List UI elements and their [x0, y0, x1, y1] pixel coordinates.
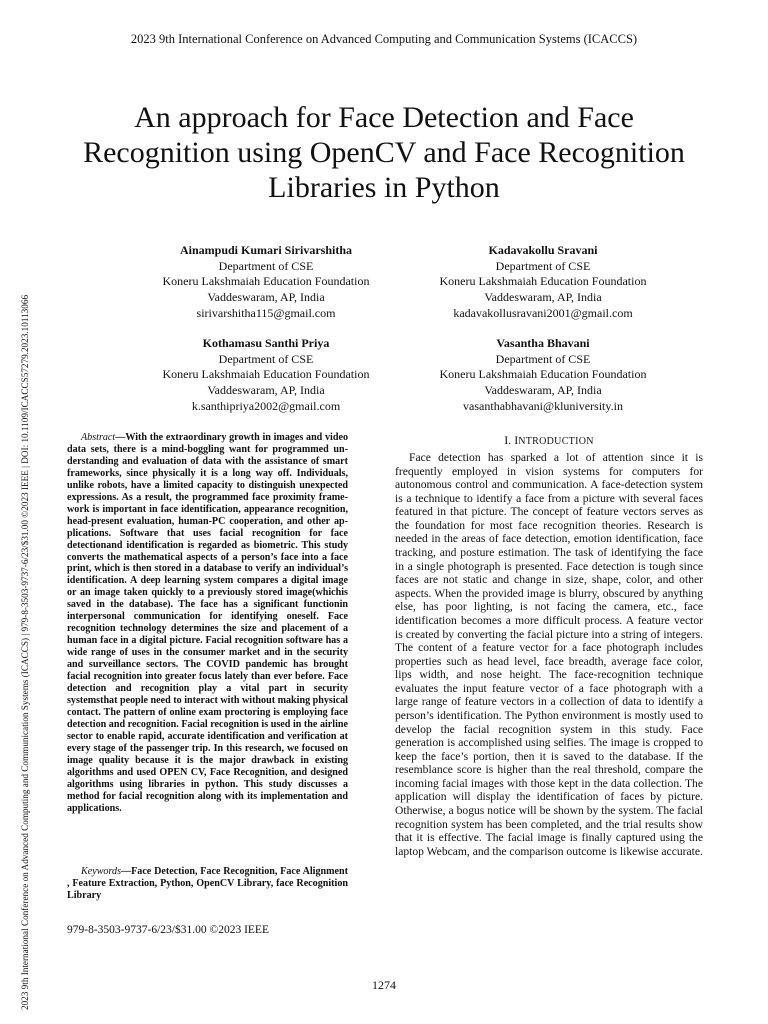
author-place: Vaddeswaram, AP, India	[207, 290, 325, 305]
introduction-text: Face detection has sparked a lot of attention since it is frequently employed in vision systems for computers for autonomous control and communication. A face-detection system is a technique to identify a face from a picture with several faces featured in that picture. The concept of feature vectors serves as the foundation for most face recognition theories. Research is needed in the areas of face detection, emotion identification, face tracking, and posture estimation. The task of identifying the face in a single photograph is presented. Face detection is tough since faces are not static and change in size, shape, color, and other aspects. When the provided image is blurry, obscured by anything else, has poor lighting, is not facing the camera, etc., face identification becomes a more difficult process. A feature vector is created by converting the facial picture into a string of integers. The content of a feature vector for a face photograph includes properties such as head level, face breadth, average face color, lips width, and nose height. The face-recognition technique evaluates the input feature vector of a face photograph with a large range of feature vectors in a collection of data to identify a person’s identification. The Python environment is mostly used to develop the facial recognition system in this study. Face generation is accomplished using selfies. The image is cropped to keep the face’s portion, then it is saved to the database. If the resemblance score is higher than the real threshold, compare the incoming facial images with those kept in the data collection. The application will display the identification of faces by picture. Otherwise, a bogus notice will be shown by the system. The facial recognition system has been completed, and the trial results show that it is effective. The facial image is finally captured using the laptop Webcam, and the comparison outcome is likewise accurate.	[395, 451, 703, 858]
author-org: Koneru Lakshmaiah Education Foundation	[162, 367, 370, 382]
abstract-label: Abstract	[81, 432, 116, 443]
author-email: k.santhipriya2002@gmail.com	[191, 398, 341, 413]
author-dept: Department of CSE	[495, 351, 591, 366]
section-numeral: I.	[504, 433, 515, 447]
abstract-text: With the extraordinary growth in images and video data sets, there is a mind-boggling want for programmed un- derstanding and evaluation of data with the assistance of smart frameworks, since physically it is a long way off. Individuals, unlike robots, have a limited capacity to distinguish unexpected expressions. As a result, the programmed face proximity frame- work is important in face identification, appearance recognition, head-present evaluation, human-PC cooperation, and other ap- plications. Software that uses facial recognition for face detectionand identification is regarded as biometric. This study converts the mathematical aspects of a person’s face into a face print, which is then stored in a database to verify an individual’s identification. A deep learning system compares a digital image or an image taken quickly to a previously stored image(whichis saved in the database). The face has a significant functionin interpersonal communication for identifying oneself. Face recognition technology determines the size and placement of a human face in a digital picture. Facial recognition software has a wide range of uses in the consumer market and in the security and surveillance sectors. The COVID pandemic has brought facial recognition into greater focus lately than ever before. Face detection and recognition play a vital part in security systemsthat people need to interact with without making physical contact. The pattern of online exam proctoring is employing face detection and recognition. Facial recognition is used in the airline sector to enable rapid, accurate identification and verification at every stage of the passenger trip. In this research, we focused on image quality because it is the major drawback in existing algorithms and used OPEN CV, Face Recognition, and designed algorithms using libraries in python. This study discusses a method for facial recognition along with its implementation and applications.	[67, 432, 348, 814]
author-org: Koneru Lakshmaiah Education Foundation	[439, 367, 647, 382]
author-name: Ainampudi Kumari Sirivarshitha	[179, 243, 353, 257]
author-block	[126, 243, 406, 322]
title-line: Recognition using OpenCV and Face Recognition	[83, 136, 685, 169]
title-line: An approach for Face Detection and Face	[134, 101, 634, 134]
page-number: 1274	[372, 978, 396, 992]
author-dept: Department of CSE	[218, 351, 314, 366]
keywords-dash: —	[121, 866, 132, 877]
abstract-dash: —	[115, 432, 126, 443]
section-heading-rest: NTRODUCTION	[518, 436, 594, 447]
copyright-line: 979-8-3503-9737-6/23/$31.00 ©2023 IEEE	[67, 924, 269, 936]
author-name: Vasantha Bhavani	[496, 336, 590, 350]
author-block	[403, 243, 683, 322]
keywords	[67, 866, 348, 902]
author-name: Kothamasu Santhi Priya	[202, 336, 330, 350]
author-email: kadavakollusravani2001@gmail.com	[453, 305, 633, 320]
title-line: Libraries in Python	[268, 171, 500, 204]
abstract	[67, 432, 348, 815]
side-doi-note: 2023 9th International Conference on Advanced Computing and Communication Systems (ICACCS) | 979-8-3503-9737-6/23/$31.00 ©2023 IEEE | DOI: 10.1109/ICACCS57279.2023.10113066	[20, 294, 30, 1010]
keywords-text: Face Detection, Face Recognition, Face Alignment , Feature Extraction, Python, OpenCV Library, face Recognition Library	[67, 866, 348, 901]
author-org: Koneru Lakshmaiah Education Foundation	[162, 274, 370, 289]
keywords-label: Keywords	[81, 866, 122, 877]
author-org: Koneru Lakshmaiah Education Foundation	[439, 274, 647, 289]
author-name: Kadavakollu Sravani	[488, 243, 598, 257]
author-email: vasanthabhavani@kluniversity.in	[463, 398, 623, 413]
author-block	[403, 336, 683, 415]
author-email: sirivarshitha115@gmail.com	[196, 305, 336, 320]
author-dept: Department of CSE	[495, 258, 591, 273]
author-place: Vaddeswaram, AP, India	[207, 383, 325, 398]
author-place: Vaddeswaram, AP, India	[484, 383, 602, 398]
paper-title	[50, 100, 718, 205]
author-block	[126, 336, 406, 415]
section-heading-introduction	[395, 433, 703, 448]
conference-header: 2023 9th International Conference on Advanced Computing and Communication Systems (ICACCS)	[130, 32, 638, 46]
author-dept: Department of CSE	[218, 258, 314, 273]
section-first-letter: I	[514, 433, 519, 447]
author-place: Vaddeswaram, AP, India	[484, 290, 602, 305]
